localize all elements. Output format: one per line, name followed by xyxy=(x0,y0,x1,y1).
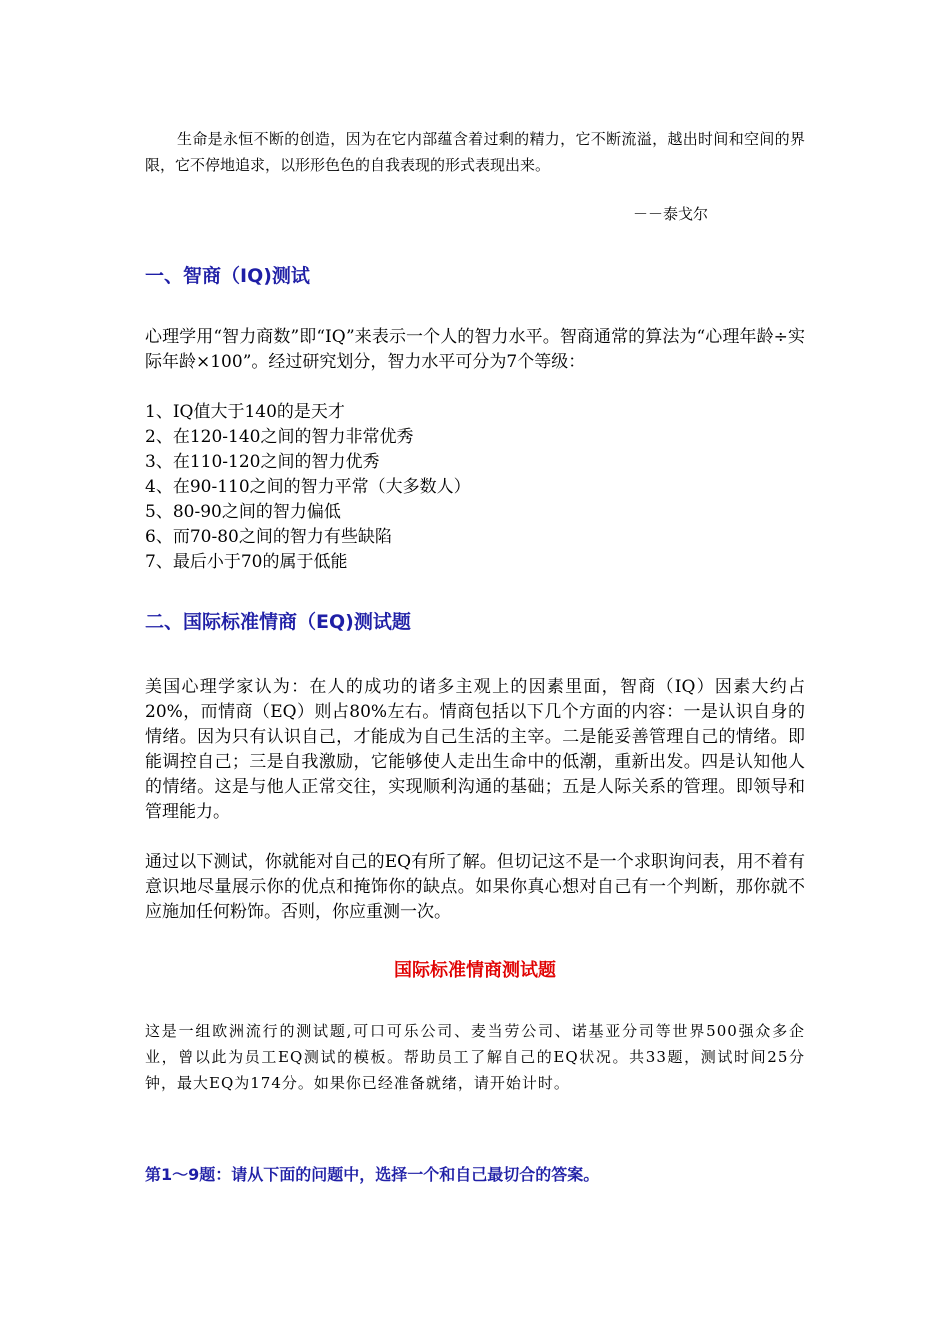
eq-intro-paragraph: 美国心理学家认为：在人的成功的诸多主观上的因素里面，智商（IQ）因素大约占20%，而情商（EQ）则占80%左右。情商包括以下几个方面的内容：一是认识自身的情绪。因为只有认识自己，才能成为自己生活的主宰。二是能妥善管理自己的情绪。即能调控自己；三是自我激励，它能够使人走出生命中的低潮，重新出发。四是认知他人的情绪。这是与他人正常交往，实现顺利沟通的基础；五是人际关系的管理。即领导和管理能力。 xyxy=(145,677,805,822)
eq-test-description: 这是一组欧洲流行的测试题,可口可乐公司、麦当劳公司、诺基亚分司等世界500强众多企业，曾以此为员工EQ测试的模板。帮助员工了解自己的EQ状况。共33题，测试时间25分钟，最大EQ为174分。如果你已经准备就绪，请开始计时。 xyxy=(145,1022,805,1092)
iq-levels-list xyxy=(145,400,805,575)
section-heading-eq: 二、国际标准情商（EQ)测试题 xyxy=(145,611,411,633)
list-item: 1、IQ值大于140的是天才 xyxy=(145,402,345,422)
opening-quote: 生命是永恒不断的创造，因为在它内部蕴含着过剩的精力，它不断流溢，越出时间和空间的界限，它不停地追求，以形形色色的自我表现的形式表现出来。 xyxy=(145,130,805,174)
quote-author: －－泰戈尔 xyxy=(633,205,709,223)
list-item: 5、80-90之间的智力偏低 xyxy=(145,502,341,522)
iq-intro-paragraph: 心理学用“智力商数”即“IQ”来表示一个人的智力水平。智商通常的算法为“心理年龄÷实际年龄×100”。经过研究划分，智力水平可分为7个等级： xyxy=(145,327,805,372)
list-item: 3、在110-120之间的智力优秀 xyxy=(145,452,380,472)
section-heading-iq: 一、智商（IQ)测试 xyxy=(145,265,310,287)
list-item: 6、而70-80之间的智力有些缺陷 xyxy=(145,527,392,547)
eq-test-note-paragraph: 通过以下测试，你就能对自己的EQ有所了解。但切记这不是一个求职询问表，用不着有意识地尽量展示你的优点和掩饰你的缺点。如果你真心想对自己有一个判断，那你就不应施加任何粉饰。否则，你应重测一次。 xyxy=(145,852,805,922)
list-item: 7、最后小于70的属于低能 xyxy=(145,552,348,572)
question-instruction: 第1～9题：请从下面的问题中，选择一个和自己最切合的答案。 xyxy=(145,1165,600,1184)
eq-test-title: 国际标准情商测试题 xyxy=(394,960,556,981)
list-item: 4、在90-110之间的智力平常（大多数人） xyxy=(145,477,471,497)
list-item: 2、在120-140之间的智力非常优秀 xyxy=(145,427,414,447)
